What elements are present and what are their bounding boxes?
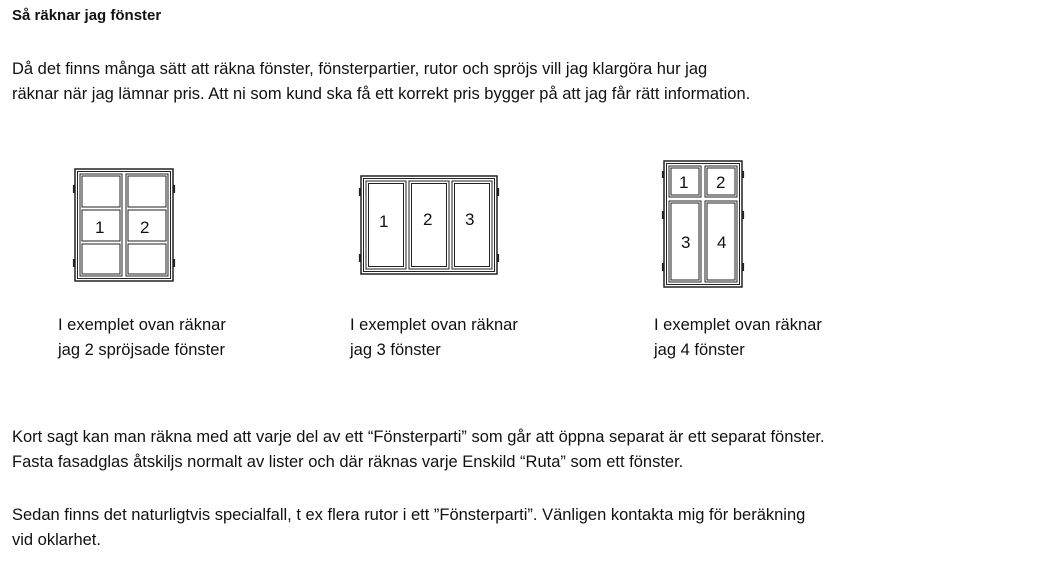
window-label: 2 — [716, 173, 726, 192]
example-caption — [58, 313, 226, 363]
example-caption — [654, 313, 822, 363]
caption-line: I exemplet ovan räknar — [350, 316, 518, 334]
intro-paragraph — [12, 57, 750, 107]
window-diagram-three-casements — [359, 174, 499, 276]
caption-line: jag 4 fönster — [654, 341, 745, 359]
explanation-paragraph — [12, 425, 825, 475]
caption-line: I exemplet ovan räknar — [58, 316, 226, 334]
paragraph-line: Kort sagt kan man räkna med att varje del av ett “Fönsterparti” som går att öppna separat är ett separat fönster. — [12, 428, 825, 446]
window-label: 2 — [140, 218, 150, 237]
window-label: 1 — [379, 212, 389, 231]
example-caption — [350, 313, 518, 363]
window-diagram-four-windows — [662, 159, 744, 289]
window-diagram-two-casements — [73, 167, 177, 283]
special-cases-paragraph — [12, 503, 805, 553]
caption-line: I exemplet ovan räknar — [654, 316, 822, 334]
caption-line: jag 3 fönster — [350, 341, 441, 359]
window-label: 2 — [423, 210, 433, 229]
page-title: Så räknar jag fönster — [12, 7, 162, 24]
intro-line: räknar när jag lämnar pris. Att ni som kund ska få ett korrekt pris bygger på att jag får rätt information. — [12, 85, 751, 103]
intro-line: Då det finns många sätt att räkna fönster, fönsterpartier, rutor och spröjs vill jag klargöra hur jag — [12, 60, 708, 78]
window-label: 3 — [465, 210, 475, 229]
window-label: 1 — [679, 173, 689, 192]
paragraph-line: Fasta fasadglas åtskiljs normalt av lister och där räknas varje Enskild “Ruta” som ett fönster. — [12, 453, 684, 471]
window-label: 4 — [717, 233, 727, 252]
window-label: 1 — [95, 218, 105, 237]
window-label: 3 — [681, 233, 691, 252]
paragraph-line: Sedan finns det naturligtvis specialfall, t ex flera rutor i ett ”Fönsterparti”. Vänligen kontakta mig för beräkning — [12, 506, 806, 524]
caption-line: jag 2 spröjsade fönster — [58, 341, 225, 359]
paragraph-line: vid oklarhet. — [12, 531, 101, 549]
